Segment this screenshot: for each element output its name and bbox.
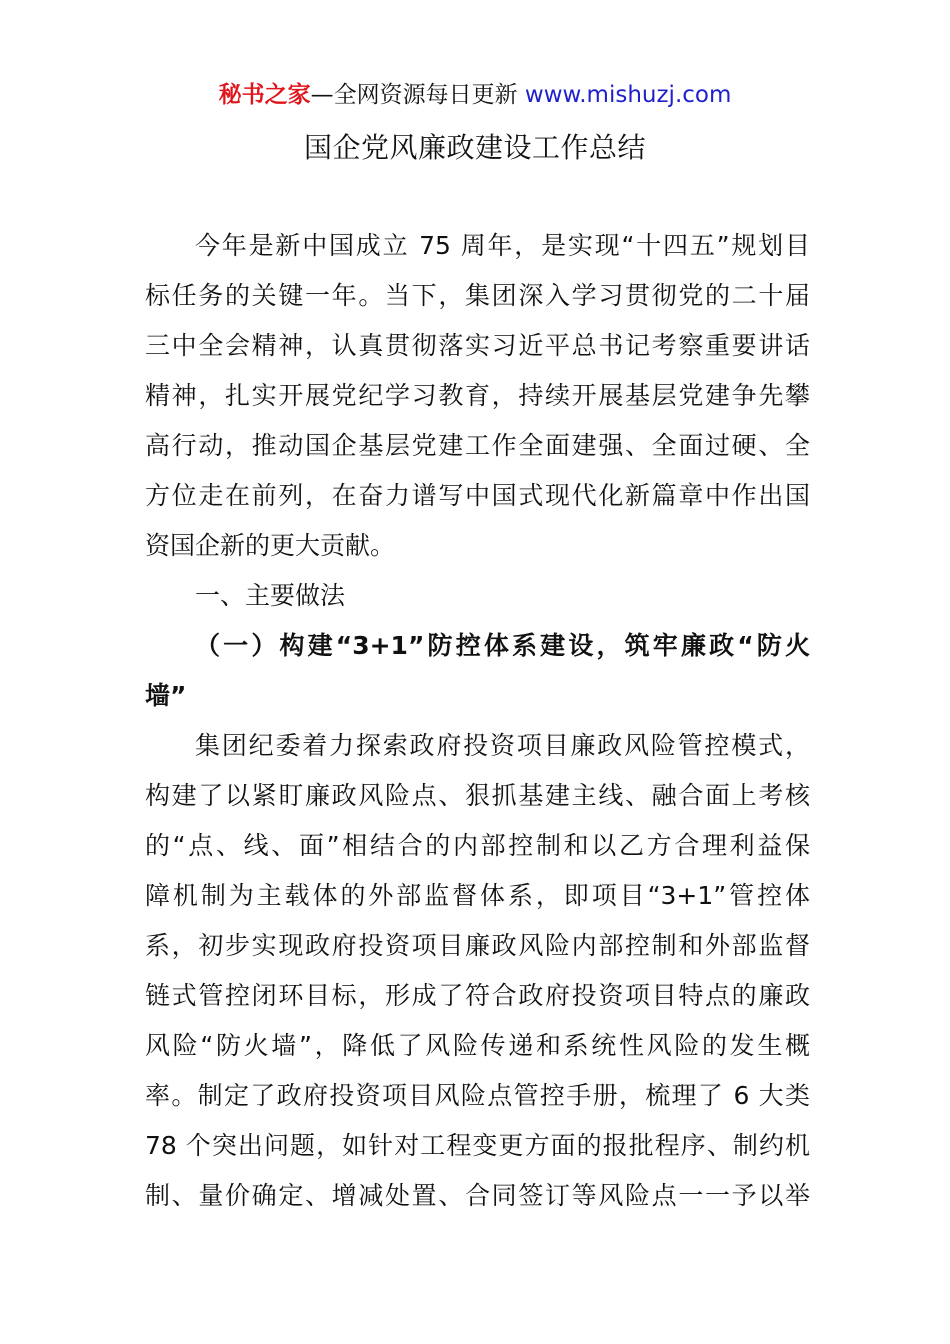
subsection-heading: （一）构建“3+1”防控体系建设，筑牢廉政“防火 xyxy=(195,631,810,660)
site-header xyxy=(0,78,950,112)
document-title: 国企党风廉政建设工作总结 xyxy=(303,131,646,164)
paragraph-line: 标任务的关键一年。当下，集团深入学习贯彻党的二十届 xyxy=(145,281,810,310)
paragraph-line: 系，初步实现政府投资项目廉政风险内部控制和外部监督 xyxy=(145,931,810,960)
subsection-heading: 墙” xyxy=(145,681,187,710)
paragraph-line: 障机制为主载体的外部监督体系，即项目“3+1”管控体 xyxy=(145,881,810,910)
paragraph-line: 今年是新中国成立 75 周年，是实现“十四五”规划目 xyxy=(195,231,810,260)
paragraph-line: 集团纪委着力探索政府投资项目廉政风险管控模式， xyxy=(195,731,810,760)
site-url-link[interactable]: www.mishuzj.com xyxy=(524,82,732,108)
site-tagline: —全网资源每日更新 xyxy=(310,82,518,108)
paragraph-line: 三中全会精神，认真贯彻落实习近平总书记考察重要讲话 xyxy=(145,331,810,360)
paragraph-line: 高行动，推动国企基层党建工作全面建强、全面过硬、全 xyxy=(145,431,810,460)
paragraph-line: 构建了以紧盯廉政风险点、狠抓基建主线、融合面上考核 xyxy=(145,781,810,810)
paragraph-line: 资国企新的更大贡献。 xyxy=(145,531,396,560)
paragraph-line: 风险“防火墙”，降低了风险传递和系统性风险的发生概 xyxy=(145,1031,810,1060)
paragraph-line: 的“点、线、面”相结合的内部控制和以乙方合理利益保 xyxy=(145,831,810,860)
site-brand: 秘书之家 xyxy=(218,82,311,108)
paragraph-line: 制、量价确定、增减处置、合同签订等风险点一一予以举 xyxy=(145,1181,810,1210)
paragraph-line: 率。制定了政府投资项目风险点管控手册，梳理了 6 大类 xyxy=(145,1081,810,1110)
paragraph-line: 78 个突出问题，如针对工程变更方面的报批程序、制约机 xyxy=(145,1131,810,1160)
section-heading: 一、主要做法 xyxy=(195,581,346,610)
paragraph-line: 精神，扎实开展党纪学习教育，持续开展基层党建争先攀 xyxy=(145,381,810,410)
paragraph-line: 链式管控闭环目标，形成了符合政府投资项目特点的廉政 xyxy=(145,981,810,1010)
paragraph-line: 方位走在前列，在奋力谱写中国式现代化新篇章中作出国 xyxy=(145,481,810,510)
